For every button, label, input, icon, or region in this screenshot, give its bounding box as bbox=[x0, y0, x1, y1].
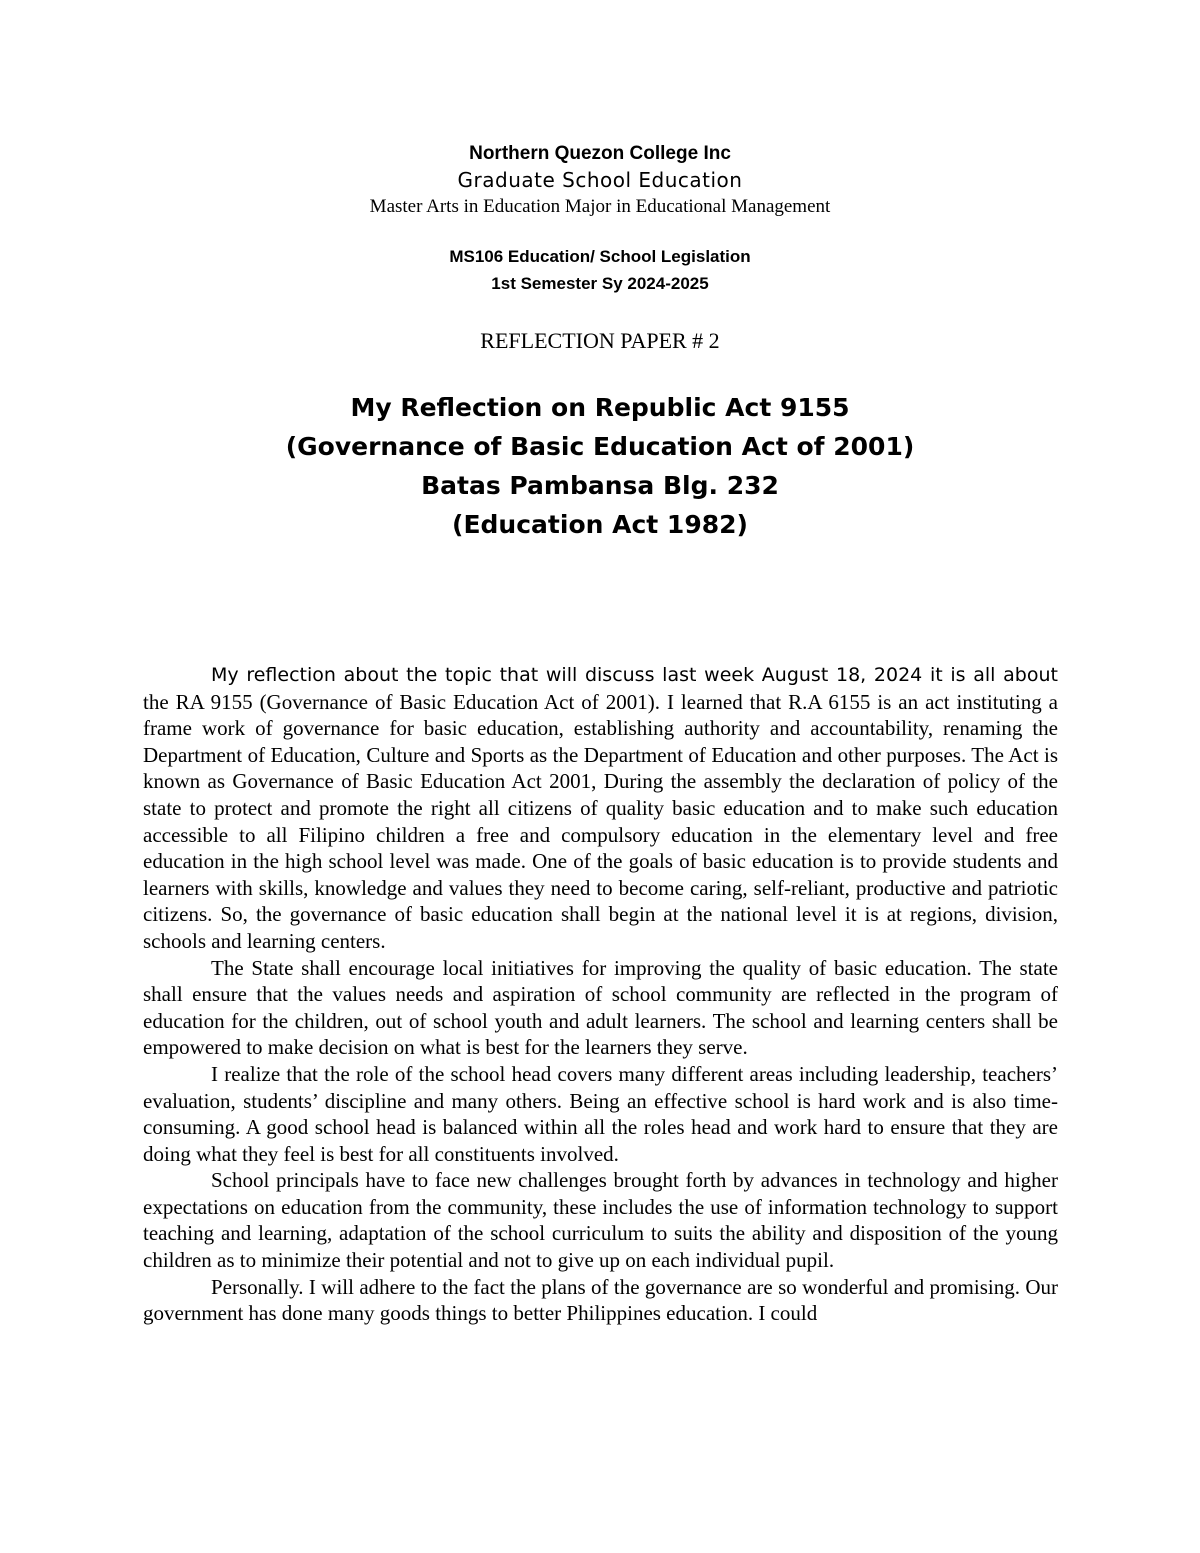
title-line-4: (Education Act 1982) bbox=[452, 510, 748, 539]
college-name: Northern Quezon College Inc bbox=[469, 143, 731, 164]
title-line-1: My Reflection on Republic Act 9155 bbox=[350, 393, 850, 422]
program-name: Master Arts in Education Major in Educational Management bbox=[369, 196, 831, 217]
title-line-2: (Governance of Basic Education Act of 2001) bbox=[285, 432, 915, 461]
paragraph-1 bbox=[143, 661, 1058, 955]
paragraph-3: I realize that the role of the school head covers many different areas including leadership, teachers’ evaluation, students’ discipline and many others. Being an effective school is hard work and is also time- consuming. A good school head is balanced within all the roles head and work hard to ensure that they are doing what they feel is best for all constituents involved. bbox=[143, 1061, 1058, 1166]
paper-label: REFLECTION PAPER # 2 bbox=[480, 328, 720, 353]
paragraph-2: The State shall encourage local initiatives for improving the quality of basic education. The state shall ensure that the values needs and aspiration of school community are reflected in the program of education for the children, out of school youth and adult learners. The school and learning centers shall be empowered to make decision on what is best for the learners they serve. bbox=[143, 955, 1058, 1060]
paragraph-5: Personally. I will adhere to the fact the plans of the governance are so wonderful and promising. Our government has done many goods things to better Philippines education. I could bbox=[143, 1274, 1058, 1326]
school-name: Graduate School Education bbox=[457, 168, 743, 192]
reflection-body bbox=[143, 661, 1058, 1327]
paragraph-1-rest: the RA 9155 (Governance of Basic Education Act of 2001). I learned that R.A 6155 is an act instituting a frame work of governance for basic education, establishing authority and accountability, renaming the Department of Education, Culture and Sports as the Department of Education and other purposes. The Act is known as Governance of Basic Education Act 2001, During the assembly the declaration of policy of the state to protect and promote the right all citizens of quality basic education and to make such education accessible to all Filipino children a free and compulsory education in the elementary level and free education in the high school level was made. One of the goals of basic education is to provide students and learners with skills, knowledge and values they need to become caring, self-reliant, productive and patriotic citizens. So, the governance of basic education shall begin at the national level it is at regions, division, schools and learning centers. bbox=[143, 689, 1058, 953]
paragraph-4: School principals have to face new challenges brought forth by advances in technology and higher expectations on education from the community, these includes the use of information technology to support teaching and learning, adaptation of the school curriculum to suits the ability and disposition of the young children as to minimize their potential and not to give up on each individual pupil. bbox=[143, 1168, 1058, 1273]
title-line-3: Batas Pambansa Blg. 232 bbox=[421, 471, 779, 500]
paragraph-1-lead: My reflection about the topic that will discuss last week August 18, 2024 it is all about bbox=[211, 664, 1058, 686]
semester-label: 1st Semester Sy 2024-2025 bbox=[491, 274, 709, 293]
course-title: MS106 Education/ School Legislation bbox=[449, 247, 751, 266]
